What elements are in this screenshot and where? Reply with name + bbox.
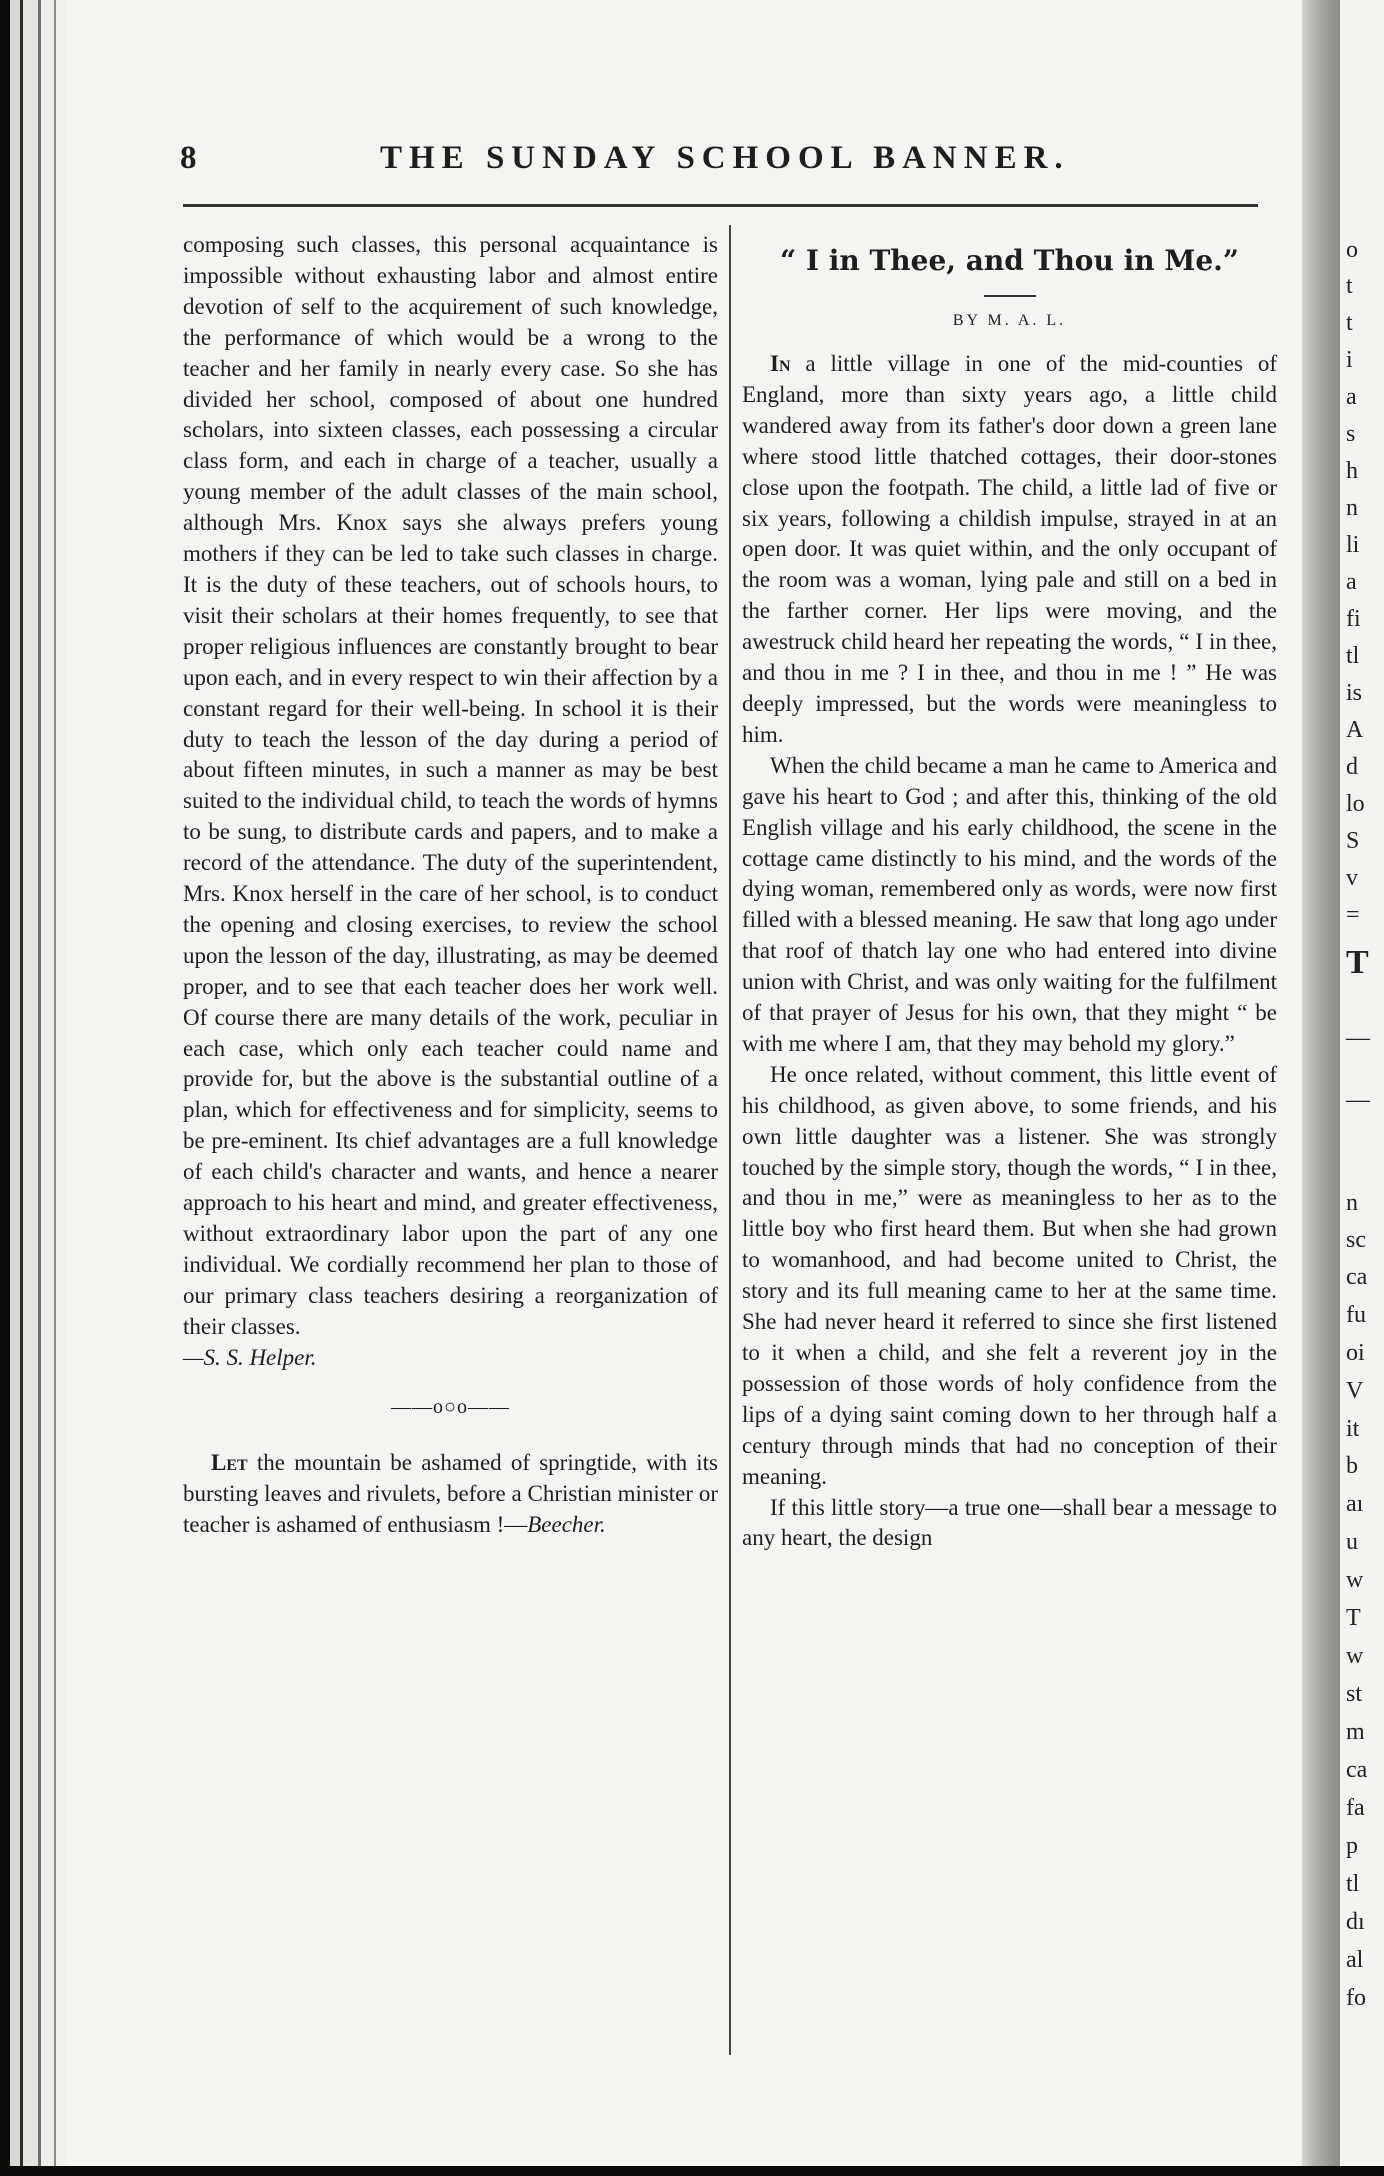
article-continuation: composing such classes, this personal acquaintance is impossible without exhausting labor and almost entire devotion of self to the acquirement of such knowledge, the performance of which would be a wrong to the teacher and her family in nearly every case. So she has divided her school, composed of about one hundred scholars, into sixteen classes, each possessing a circular class form, and each in charge of a teacher, usually a young member of the adult classes of the main school, although Mrs. Knox says she always prefers young mothers if they can be led to take such classes in charge. It is the duty of these teachers, out of schools hours, to visit their scholars at their homes frequently, to see that proper religious influences are constantly brought to bear upon each, and in every respect to win their affection by a constant regard for their well-being. In school it is their duty to teach the lesson of the day during a period of about fifteen minutes, in such a manner as may be best suited to the individual child, to teach the words of hymns to be sung, to distribute cards and papers, and to make a record of the attendance. The duty of the superintendent, Mrs. Knox herself in the care of her school, is to conduct the opening and closing exercises, to review the school upon the lesson of the day, illustrating, as may be deemed proper, and to see that each teacher does her work well. Of course there are many details of the work, peculiar in each case, which only each teacher could name and provide for, but the above is the substantial outline of a plan, which for effectiveness and for simplicity, seems to be pre-eminent. Its chief advantages are a full knowledge of each child's character and wants, and hence a nearer approach to his heart and mind, and greater effectiveness, without extraordinary labor upon the part of any one individual. We cordially recommend her plan to those of our primary class teachers desiring a reorganization of their classes. — [183, 232, 718, 1339]
journal-title: THE SUNDAY SCHOOL BANNER. — [380, 140, 1070, 176]
adjacent-page-fragment: V — [1346, 1378, 1364, 1404]
adjacent-page-fragment: t — [1346, 273, 1353, 299]
adjacent-page-fragment: — — [1346, 1087, 1370, 1113]
adjacent-page-fragment: tl — [1346, 1871, 1360, 1897]
right-column — [742, 236, 1277, 1554]
quote-text: the mountain be ashamed of springtide, with its bursting leaves and rivulets, before a Christian minister or teacher is ashamed of enthusiasm !— — [183, 1450, 718, 1538]
adjacent-page-fragment: fo — [1346, 1985, 1366, 2011]
left-column — [183, 230, 718, 1541]
adjacent-page-fragment: n — [1346, 495, 1358, 521]
header-rule — [183, 204, 1258, 207]
adjacent-page-fragment: li — [1346, 532, 1360, 558]
page-number: 8 — [180, 140, 199, 176]
byline: BY M. A. L. — [952, 312, 1067, 329]
paragraph-1 — [742, 349, 1277, 751]
adjacent-page-fragment: v — [1346, 865, 1358, 891]
title-rule — [984, 295, 1036, 297]
adjacent-page-fragment: dı — [1346, 1909, 1365, 1935]
article-title: “ I in Thee, and Thou in Me.” — [780, 244, 1239, 277]
adjacent-page-fragment: ca — [1346, 1757, 1368, 1783]
adjacent-page-fragment: — — [1346, 1025, 1370, 1051]
section-ornament: ——o○o—— — [390, 1395, 511, 1418]
paragraph-lead-word: In — [770, 351, 791, 376]
adjacent-page-fragment: S — [1346, 828, 1360, 854]
column-rule — [729, 225, 731, 2055]
adjacent-page-fragment: w — [1346, 1567, 1364, 1593]
book-spine — [0, 0, 66, 2176]
adjacent-page-fragment: w — [1346, 1643, 1364, 1669]
adjacent-page-fragment: T — [1346, 1605, 1361, 1631]
adjacent-page-fragment: o — [1346, 237, 1358, 263]
adjacent-page-fragment: sc — [1346, 1227, 1366, 1253]
adjacent-page-fragment: tl — [1346, 643, 1360, 669]
adjacent-page-fragment: it — [1346, 1416, 1360, 1442]
adjacent-page-fragment: fa — [1346, 1795, 1365, 1821]
paragraph-3: He once related, without comment, this little event of his childhood, as given above, to some friends, and his own little daughter was a listener. She was strongly touched by the simple story, though the words, “ I in thee, and thou in me,” were as meaningless to her as to the little boy who first heard them. But when she had grown to womanhood, and had become united to Christ, the story and its full meaning came to her at the same time. She had never heard it referred to since she first listened to it when a child, and she felt a reverent joy in the possession of those words of holy confidence from the lips of a dying saint coming down to her through half a century through minds that had no conception of their meaning. — [742, 1061, 1277, 1489]
adjacent-page-fragment: a — [1346, 384, 1357, 410]
adjacent-page-fragment: h — [1346, 458, 1358, 484]
adjacent-page-fragment: a — [1346, 569, 1357, 595]
adjacent-page-fragment: is — [1346, 680, 1363, 706]
adjacent-page-fragment: d — [1346, 754, 1358, 780]
paragraph-1-text: a little village in one of the mid-counties of England, more than sixty years ago, a little child wandered away from its father's door down a green lane where stood little thatched cottages, their door-stones close upon the footpath. The child, a little lad of five or six years, following a childish impulse, strayed in at an open door. It was quiet within, and the only occupant of the room was a woman, lying pale and still on a bed in the farther corner. Her lips were moving, and the awestruck child heard her repeating the words, “ I in thee, and thou in me ? I in thee, and thou in me ! ” He was deeply impressed, but the words were meaningless to him. — [742, 351, 1277, 747]
adjacent-page-fragment: A — [1346, 717, 1364, 743]
gutter-shadow — [1302, 0, 1340, 2176]
adjacent-page-fragment: b — [1346, 1453, 1358, 1479]
quote-lead-word: Let — [211, 1450, 248, 1476]
adjacent-page-fragment: lo — [1346, 791, 1365, 817]
adjacent-page-fragment: n — [1346, 1190, 1358, 1216]
adjacent-page-fragment: ca — [1346, 1264, 1368, 1290]
adjacent-page-fragment: m — [1346, 1719, 1365, 1745]
adjacent-page-fragment: oi — [1346, 1340, 1365, 1366]
adjacent-page-fragment: aı — [1346, 1491, 1364, 1517]
paragraph-4: If this little story—a true one—shall bear a message to any heart, the design — [742, 1494, 1277, 1551]
adjacent-page-fragment: t — [1346, 310, 1353, 336]
adjacent-page-fragment: u — [1346, 1529, 1358, 1555]
adjacent-page-fragment: fu — [1346, 1302, 1366, 1328]
running-head — [0, 140, 1384, 190]
adjacent-page-fragment: = — [1346, 902, 1360, 928]
adjacent-page-fragment: s — [1346, 421, 1356, 447]
article-source: —S. S. Helper. — [183, 1344, 317, 1370]
adjacent-page-fragment: i — [1346, 347, 1353, 373]
adjacent-page-fragment: al — [1346, 1947, 1364, 1973]
scan-border — [0, 2166, 1384, 2176]
adjacent-page-fragment: p — [1346, 1833, 1358, 1859]
quote-author: Beecher. — [527, 1512, 606, 1538]
adjacent-page-fragment: st — [1346, 1681, 1363, 1707]
beecher-quote — [183, 1448, 718, 1541]
adjacent-page-fragment: T — [1346, 944, 1369, 981]
paragraph-2: When the child became a man he came to America and gave his heart to God ; and after this, thinking of the old English village and his early childhood, the scene in the cottage came distinctly to his mind, and the words of the dying woman, remembered only as words, were now first filled with a blessed meaning. He saw that long ago under that roof of thatch lay one who had entered into divine union with Christ, and was only waiting for the fulfilment of that prayer of Jesus for his own, that they might “ be with me where I am, that they may behold my glory.” — [742, 752, 1277, 1056]
adjacent-page-fragment: fi — [1346, 606, 1361, 632]
